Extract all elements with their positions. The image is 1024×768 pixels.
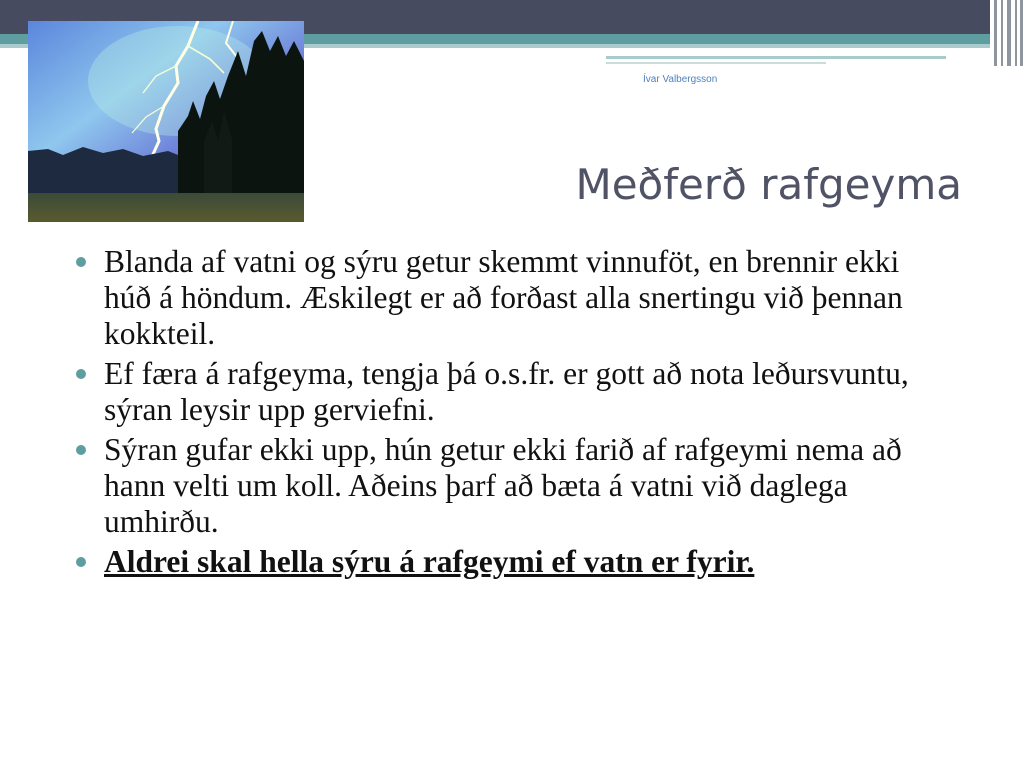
- corner-vertical-bars: [990, 0, 1024, 66]
- bullet-list: [76, 244, 946, 584]
- bullet-dot-icon: [76, 445, 86, 455]
- bullet-text: Ef færa á rafgeyma, tengja þá o.s.fr. er gott að nota leðursvuntu, sýran leysir upp gerviefni.: [104, 356, 909, 427]
- bullet-item: [76, 244, 946, 352]
- bullet-text: Sýran gufar ekki upp, hún getur ekki farið af rafgeymi nema að hann velti um koll. Aðeins þarf að bæta á vatni við daglega umhirðu.: [104, 432, 902, 539]
- bullet-dot-icon: [76, 557, 86, 567]
- lightning-storm-photo: [28, 21, 304, 222]
- bullet-dot-icon: [76, 369, 86, 379]
- header-stripe-lines: [606, 48, 1024, 66]
- bullet-item: [76, 544, 946, 580]
- bullet-item: [76, 356, 946, 428]
- bullet-text-warning: Aldrei skal hella sýru á rafgeymi ef vatn er fyrir.: [104, 544, 755, 579]
- slide-title: Meðferð rafgeyma: [575, 160, 962, 209]
- bullet-item: [76, 432, 946, 540]
- stripe-line: [606, 56, 946, 59]
- bullet-dot-icon: [76, 257, 86, 267]
- stripe-line: [606, 62, 826, 64]
- bullet-text: Blanda af vatni og sýru getur skemmt vinnuföt, en brennir ekki húð á höndum. Æskilegt er að forðast alla snertingu við þennan kokkteil.: [104, 244, 903, 351]
- author-name: Ívar Valbergsson: [643, 74, 718, 85]
